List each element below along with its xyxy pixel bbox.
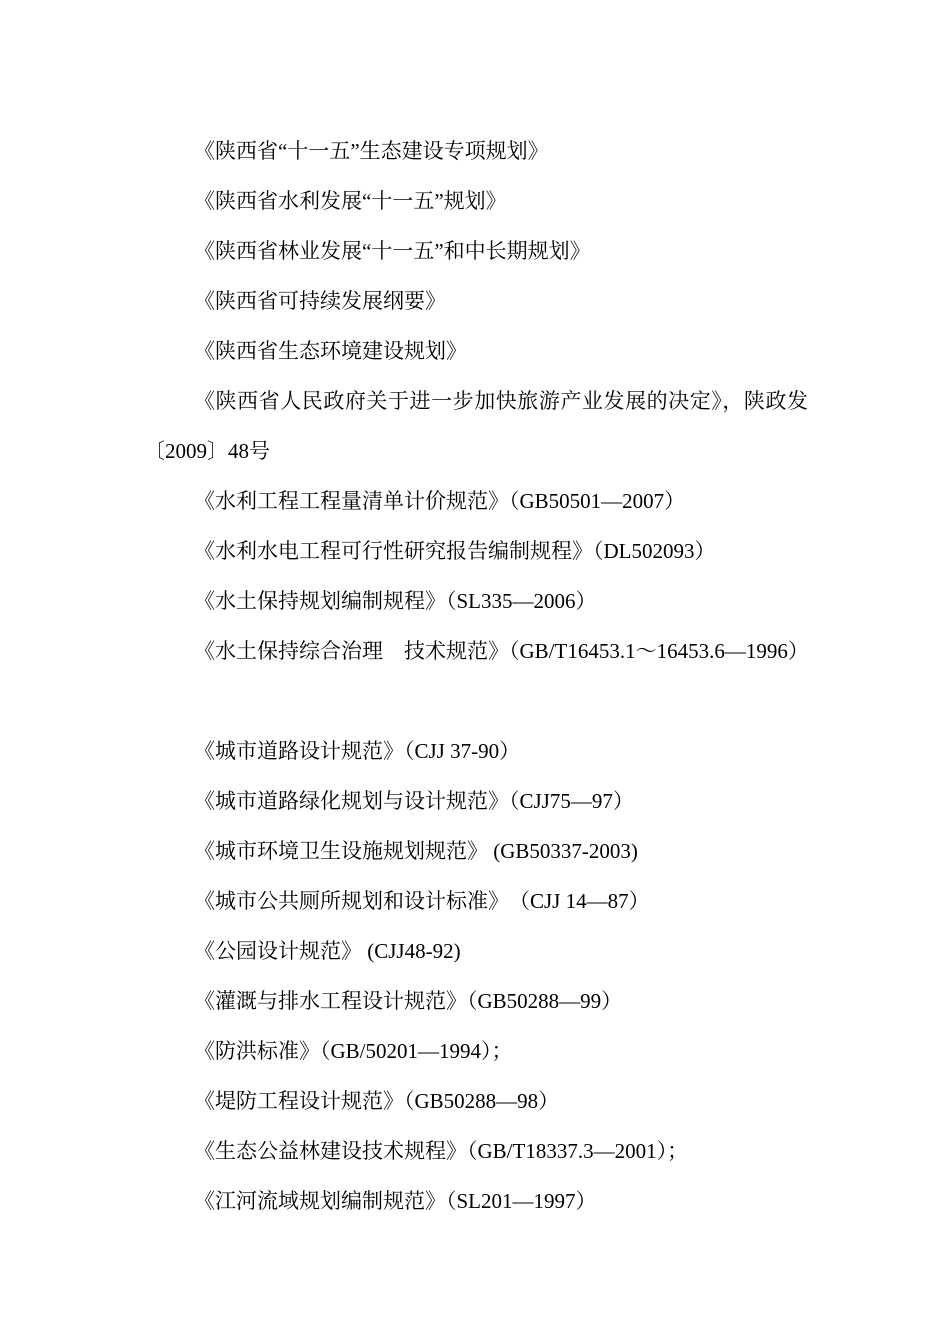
reference-item: 《水利水电工程可行性研究报告编制规程》（DL502093）	[194, 539, 716, 563]
reference-item: 《灌溉与排水工程设计规范》（GB50288—99）	[194, 989, 623, 1013]
reference-item: 《江河流域规划编制规范》（SL201—1997）	[194, 1189, 597, 1213]
reference-item: 《生态公益林建设技术规程》（GB/T18337.3—2001）；	[194, 1139, 689, 1163]
reference-item: 《城市道路绿化规划与设计规范》（CJJ75—97）	[194, 789, 634, 813]
reference-item: 《陕西省“十一五”生态建设专项规划》	[194, 139, 549, 163]
reference-item: 《水利工程工程量清单计价规范》（GB50501—2007）	[194, 489, 686, 513]
reference-item: 《陕西省林业发展“十一五”和中长期规划》	[194, 239, 591, 263]
reference-item: 《陕西省生态环境建设规划》	[194, 339, 467, 363]
reference-item: 《陕西省人民政府关于进一步加快旅游产业发展的决定》，陕政发〔2009〕48号	[144, 389, 808, 463]
reference-item: 《城市公共厕所规划和设计标准》 （CJJ 14—87）	[194, 889, 650, 913]
reference-item: 《城市环境卫生设施规划规范》 (GB50337-2003)	[194, 839, 638, 863]
reference-item: 《陕西省可持续发展纲要》	[194, 289, 446, 313]
reference-item: 《防洪标准》（GB/50201—1994）；	[194, 1039, 513, 1063]
reference-item: 《堤防工程设计规范》（GB50288—98）	[194, 1089, 560, 1113]
reference-item: 《陕西省水利发展“十一五”规划》	[194, 189, 507, 213]
reference-item: 《水土保持综合治理 技术规范》（GB/T16453.1～16453.6—1996）	[194, 639, 809, 663]
reference-item: 《城市道路设计规范》（CJJ 37-90）	[194, 739, 521, 763]
reference-item: 《水土保持规划编制规程》（SL335—2006）	[194, 589, 597, 613]
reference-item: 《公园设计规范》 (CJJ48-92)	[194, 939, 461, 963]
reference-list	[144, 126, 808, 1226]
